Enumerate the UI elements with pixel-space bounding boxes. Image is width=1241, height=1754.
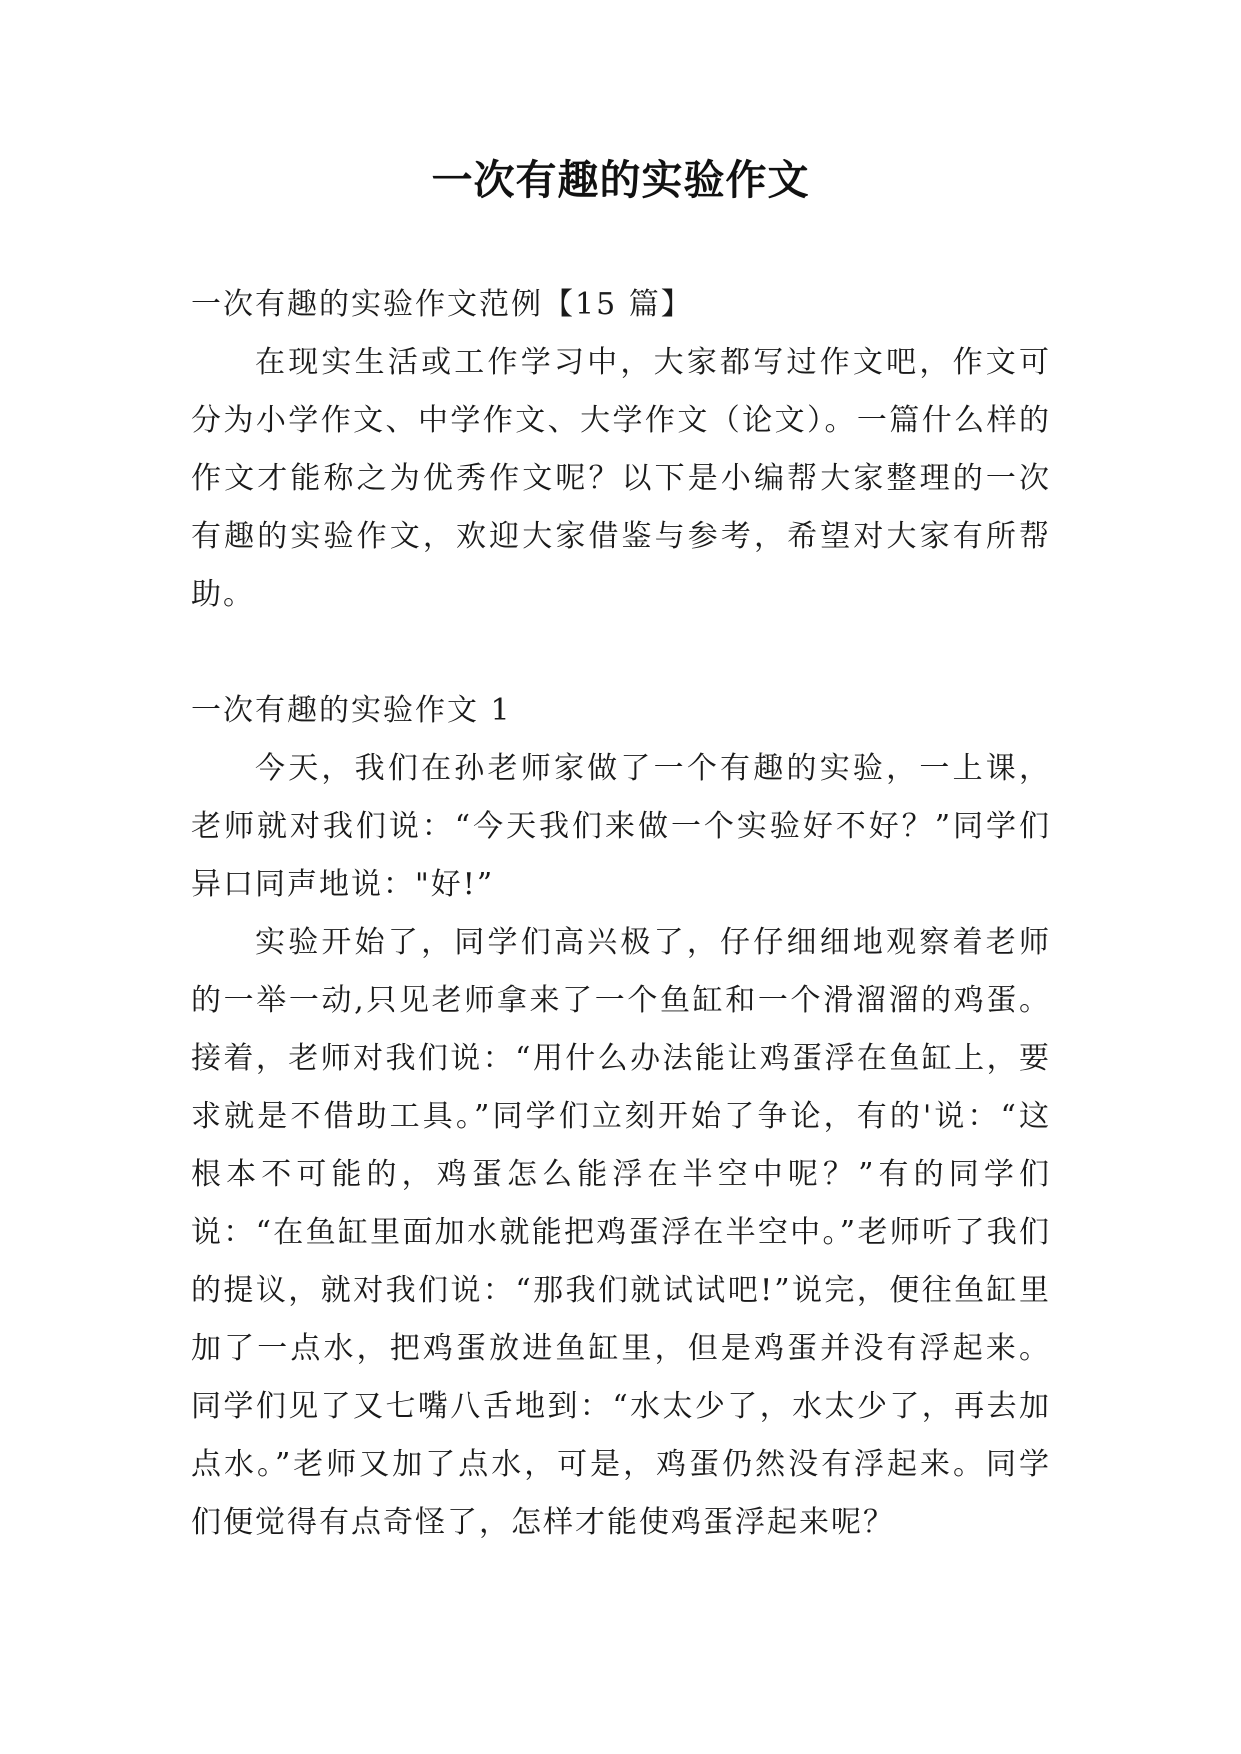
document-title: 一次有趣的实验作文 [431, 156, 810, 204]
document-body [191, 276, 1051, 1552]
document-subtitle: 一次有趣的实验作文范例【15 篇】 [191, 287, 693, 322]
section-paragraph-1: 今天，我们在孙老师家做了一个有趣的实验，一上课，老师就对我们说：“今天我们来做一个实验好不好？”同学们异口同声地说："好!” [191, 751, 1051, 902]
section-paragraph-2: 实验开始了，同学们高兴极了，仔仔细细地观察着老师的一举一动,只见老师拿来了一个鱼缸和一个滑溜溜的鸡蛋。接着，老师对我们说：“用什么办法能让鸡蛋浮在鱼缸上，要求就是不借助工具。”同学们立刻开始了争论，有的'说：“这根本不可能的，鸡蛋怎么能浮在半空中呢？”有的同学们说：“在鱼缸里面加水就能把鸡蛋浮在半空中。”老师听了我们的提议，就对我们说：“那我们就试试吧!”说完，便往鱼缸里加了一点水，把鸡蛋放进鱼缸里，但是鸡蛋并没有浮起来。同学们见了又七嘴八舌地到：“水太少了，水太少了，再去加点水。”老师又加了点水，可是，鸡蛋仍然没有浮起来。同学们便觉得有点奇怪了，怎样才能使鸡蛋浮起来呢？ [191, 925, 1051, 1540]
intro-paragraph: 在现实生活或工作学习中，大家都写过作文吧，作文可分为小学作文、中学作文、大学作文（论文）。一篇什么样的作文才能称之为优秀作文呢？以下是小编帮大家整理的一次有趣的实验作文，欢迎大家借鉴与参考，希望对大家有所帮助。 [191, 345, 1051, 612]
section-spacer [191, 624, 1051, 682]
section-heading: 一次有趣的实验作文 1 [191, 693, 512, 728]
